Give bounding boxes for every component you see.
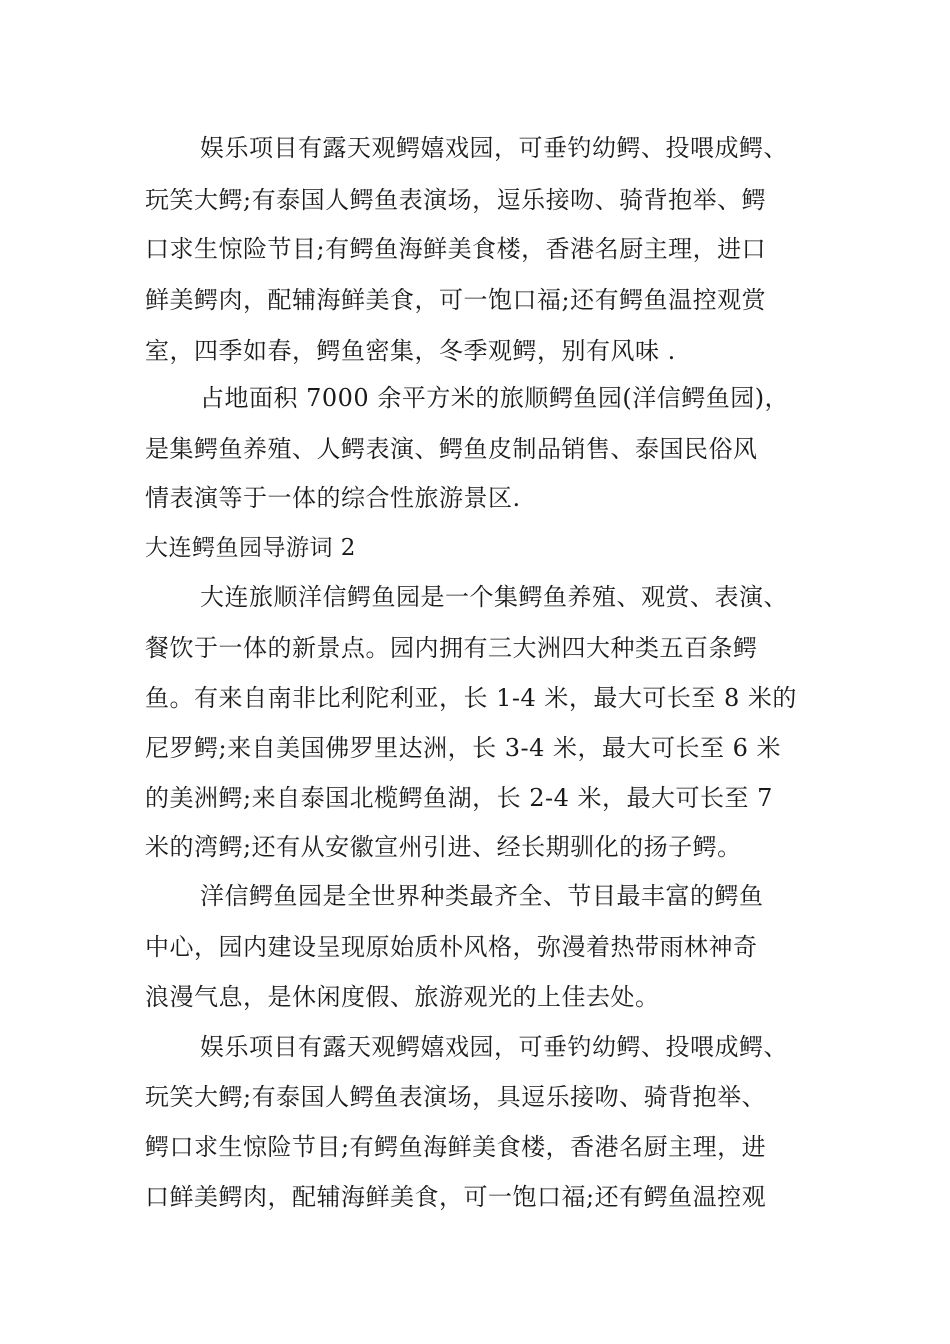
section-heading: 大连鳄鱼园导游词 2: [145, 535, 356, 561]
paragraph-line: 娱乐项目有露天观鳄嬉戏园，可垂钓幼鳄、投喂成鳄、: [200, 134, 788, 162]
paragraph-line: 是集鳄鱼养殖、人鳄表演、鳄鱼皮制品销售、泰国民俗风: [145, 435, 758, 463]
paragraph-line: 大连旅顺洋信鳄鱼园是一个集鳄鱼养殖、观赏、表演、: [200, 583, 788, 611]
paragraph-line: 中心，园内建设呈现原始质朴风格，弥漫着热带雨林神奇: [145, 933, 758, 961]
paragraph-line: 尼罗鳄;来自美国佛罗里达洲，长 3-4 米，最大可长至 6 米: [145, 734, 782, 762]
paragraph-line: 餐饮于一体的新景点。园内拥有三大洲四大种类五百条鳄: [145, 634, 758, 662]
paragraph-line: 鳄口求生惊险节目;有鳄鱼海鲜美食楼，香港名厨主理，进: [145, 1133, 767, 1161]
paragraph-line: 室，四季如春，鳄鱼密集，冬季观鳄，别有风味 .: [145, 337, 676, 365]
paragraph-line: 浪漫气息，是休闲度假、旅游观光的上佳去处。: [145, 983, 660, 1011]
paragraph-line: 的美洲鳄;来自泰国北榄鳄鱼湖，长 2-4 米，最大可长至 7: [145, 784, 773, 812]
paragraph-line: 娱乐项目有露天观鳄嬉戏园，可垂钓幼鳄、投喂成鳄、: [200, 1033, 788, 1061]
paragraph-line: 占地面积 7000 余平方米的旅顺鳄鱼园(洋信鳄鱼园)，: [200, 384, 790, 412]
paragraph-line: 口鲜美鳄肉，配辅海鲜美食，可一饱口福;还有鳄鱼温控观: [145, 1183, 767, 1211]
paragraph-line: 口求生惊险节目;有鳄鱼海鲜美食楼，香港名厨主理，进口: [145, 235, 767, 263]
paragraph-line: 鲜美鳄肉，配辅海鲜美食，可一饱口福;还有鳄鱼温控观赏: [145, 286, 767, 314]
paragraph-line: 玩笑大鳄;有泰国人鳄鱼表演场，具逗乐接吻、骑背抱举、: [145, 1083, 767, 1111]
paragraph-line: 洋信鳄鱼园是全世界种类最齐全、节目最丰富的鳄鱼: [200, 882, 764, 910]
paragraph-line: 情表演等于一体的综合性旅游景区.: [145, 484, 521, 512]
paragraph-line: 米的湾鳄;还有从安徽宣州引进、经长期驯化的扬子鳄。: [145, 833, 742, 861]
paragraph-line: 鱼。有来自南非比利陀利亚，长 1-4 米，最大可长至 8 米的: [145, 684, 797, 712]
paragraph-line: 玩笑大鳄;有泰国人鳄鱼表演场，逗乐接吻、骑背抱举、鳄: [145, 186, 767, 214]
